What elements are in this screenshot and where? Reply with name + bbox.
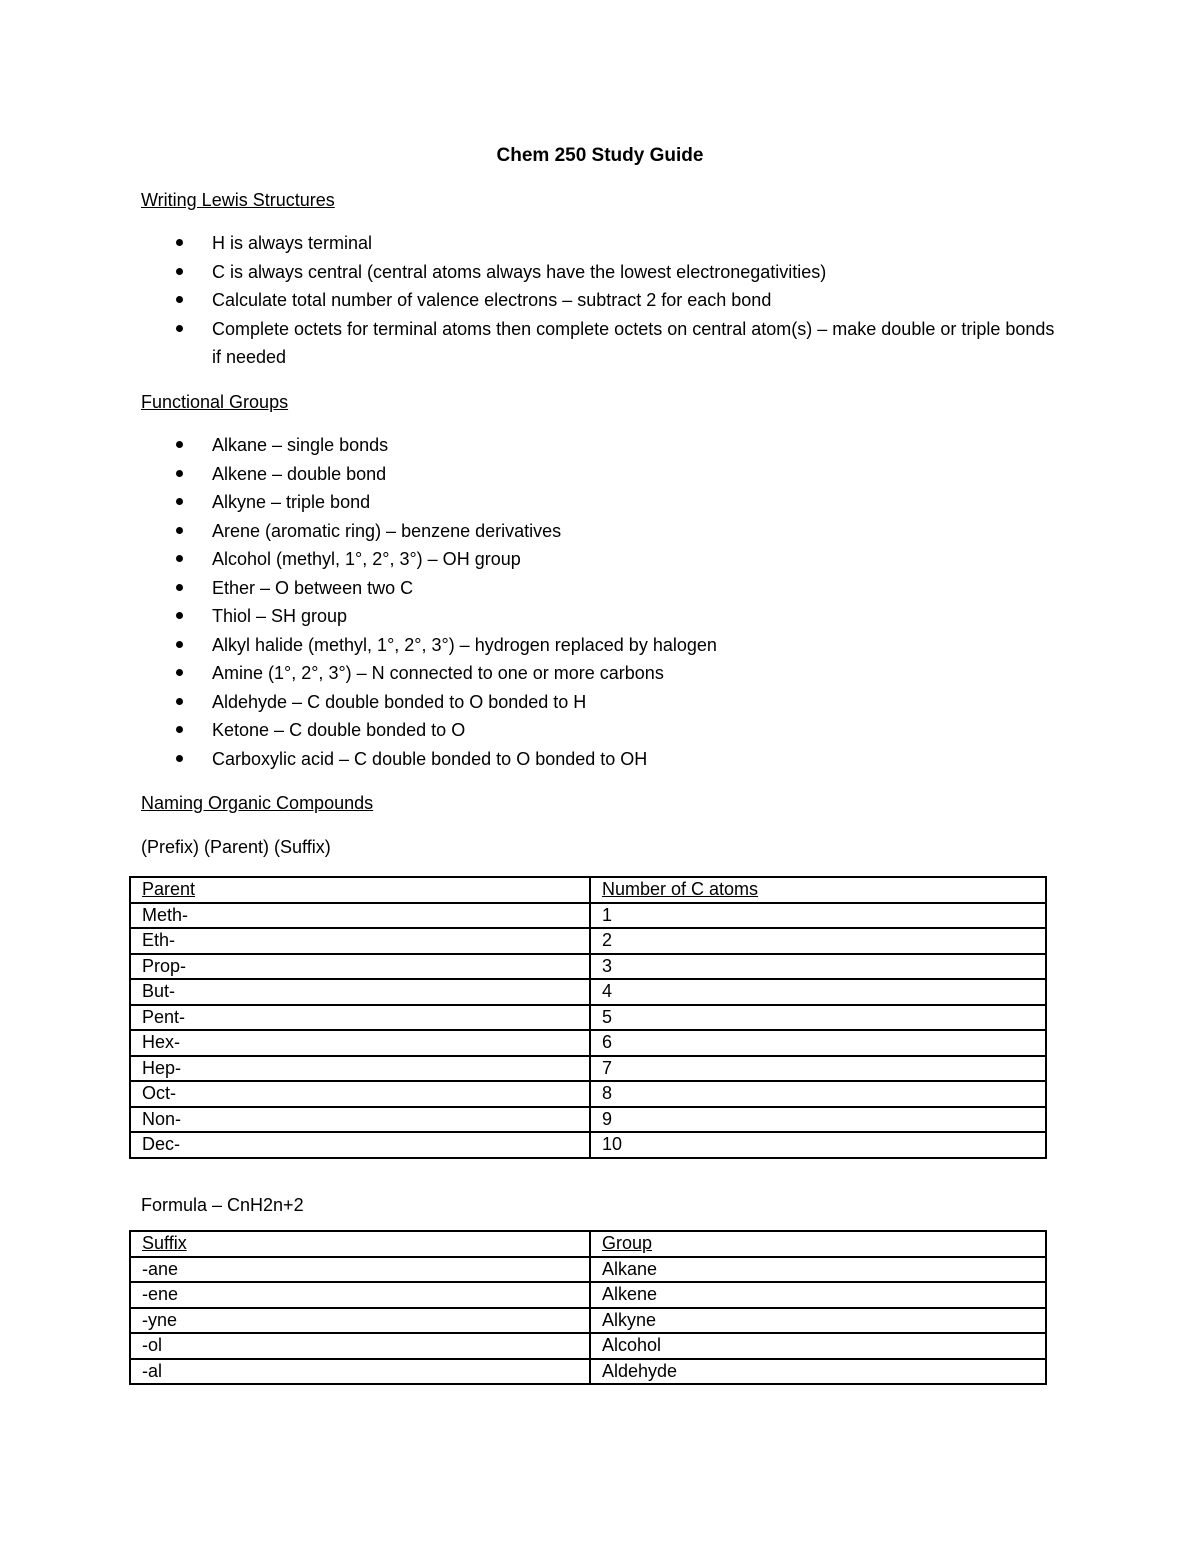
table-row [130,1056,1046,1082]
list-item: C is always central (central atoms always have the lowest electronegativities) [141,258,1061,287]
table-cell: 2 [590,928,1046,954]
table-cell: Alkene [590,1282,1046,1308]
list-item: Complete octets for terminal atoms then complete octets on central atom(s) – make double or triple bonds if needed [141,315,1061,372]
list-item: Alkyne – triple bond [141,488,1061,517]
list-item: Calculate total number of valence electrons – subtract 2 for each bond [141,286,1061,315]
table-header-cell: Suffix [130,1231,590,1257]
table-row [130,1359,1046,1385]
table-cell: Alkane [590,1257,1046,1283]
list-item: Alcohol (methyl, 1°, 2°, 3°) – OH group [141,545,1061,574]
list-item: Ketone – C double bonded to O [141,716,1061,745]
list-item: Amine (1°, 2°, 3°) – N connected to one or more carbons [141,659,1061,688]
table-row [130,1081,1046,1107]
table-row [130,1132,1046,1158]
table-cell: 1 [590,903,1046,929]
table-row [130,1030,1046,1056]
table-cell: 5 [590,1005,1046,1031]
table-cell: Dec- [130,1132,590,1158]
table-cell: -ol [130,1333,590,1359]
list-item: Ether – O between two C [141,574,1061,603]
table-cell: 6 [590,1030,1046,1056]
table-row [130,1308,1046,1334]
table-cell: Oct- [130,1081,590,1107]
table-row [130,1282,1046,1308]
list-item: Aldehyde – C double bonded to O bonded to H [141,688,1061,717]
table-row [130,1107,1046,1133]
table-cell: Hep- [130,1056,590,1082]
table-cell: Prop- [130,954,590,980]
table-header-cell: Group [590,1231,1046,1257]
functional-groups-list [141,431,1061,773]
list-item: Arene (aromatic ring) – benzene derivatives [141,517,1061,546]
table-row [130,954,1046,980]
table-cell: -ene [130,1282,590,1308]
suffix-table [129,1230,1047,1385]
list-item: Alkane – single bonds [141,431,1061,460]
list-item: Alkene – double bond [141,460,1061,489]
table-cell: Alkyne [590,1308,1046,1334]
document-title: Chem 250 Study Guide [496,145,704,166]
table-cell: Aldehyde [590,1359,1046,1385]
table-row [130,979,1046,1005]
table-cell: -ane [130,1257,590,1283]
table-cell: Alcohol [590,1333,1046,1359]
table-cell: 8 [590,1081,1046,1107]
table-cell: 7 [590,1056,1046,1082]
table-cell: Eth- [130,928,590,954]
table-header-cell: Parent [130,877,590,903]
lewis-list [141,229,1061,372]
parent-table [129,876,1047,1159]
list-item: Alkyl halide (methyl, 1°, 2°, 3°) – hydrogen replaced by halogen [141,631,1061,660]
table-cell: 9 [590,1107,1046,1133]
table-header-row [130,877,1046,903]
table-cell: -al [130,1359,590,1385]
table-cell: 3 [590,954,1046,980]
table-row [130,903,1046,929]
table-header-cell: Number of C atoms [590,877,1046,903]
functional-groups-heading: Functional Groups [141,392,289,412]
table-cell: -yne [130,1308,590,1334]
table-header-row [130,1231,1046,1257]
table-cell: Hex- [130,1030,590,1056]
table-row [130,1257,1046,1283]
table-row [130,928,1046,954]
table-cell: 4 [590,979,1046,1005]
table-cell: Meth- [130,903,590,929]
lewis-heading: Writing Lewis Structures [141,190,335,210]
list-item: H is always terminal [141,229,1061,258]
naming-pattern: (Prefix) (Parent) (Suffix) [141,837,331,857]
formula-text: Formula – CnH2n+2 [141,1195,304,1215]
table-cell: Pent- [130,1005,590,1031]
table-cell: Non- [130,1107,590,1133]
table-cell: But- [130,979,590,1005]
list-item: Carboxylic acid – C double bonded to O bonded to OH [141,745,1061,774]
naming-heading: Naming Organic Compounds [141,793,374,813]
table-row [130,1005,1046,1031]
table-cell: 10 [590,1132,1046,1158]
table-row [130,1333,1046,1359]
list-item: Thiol – SH group [141,602,1061,631]
